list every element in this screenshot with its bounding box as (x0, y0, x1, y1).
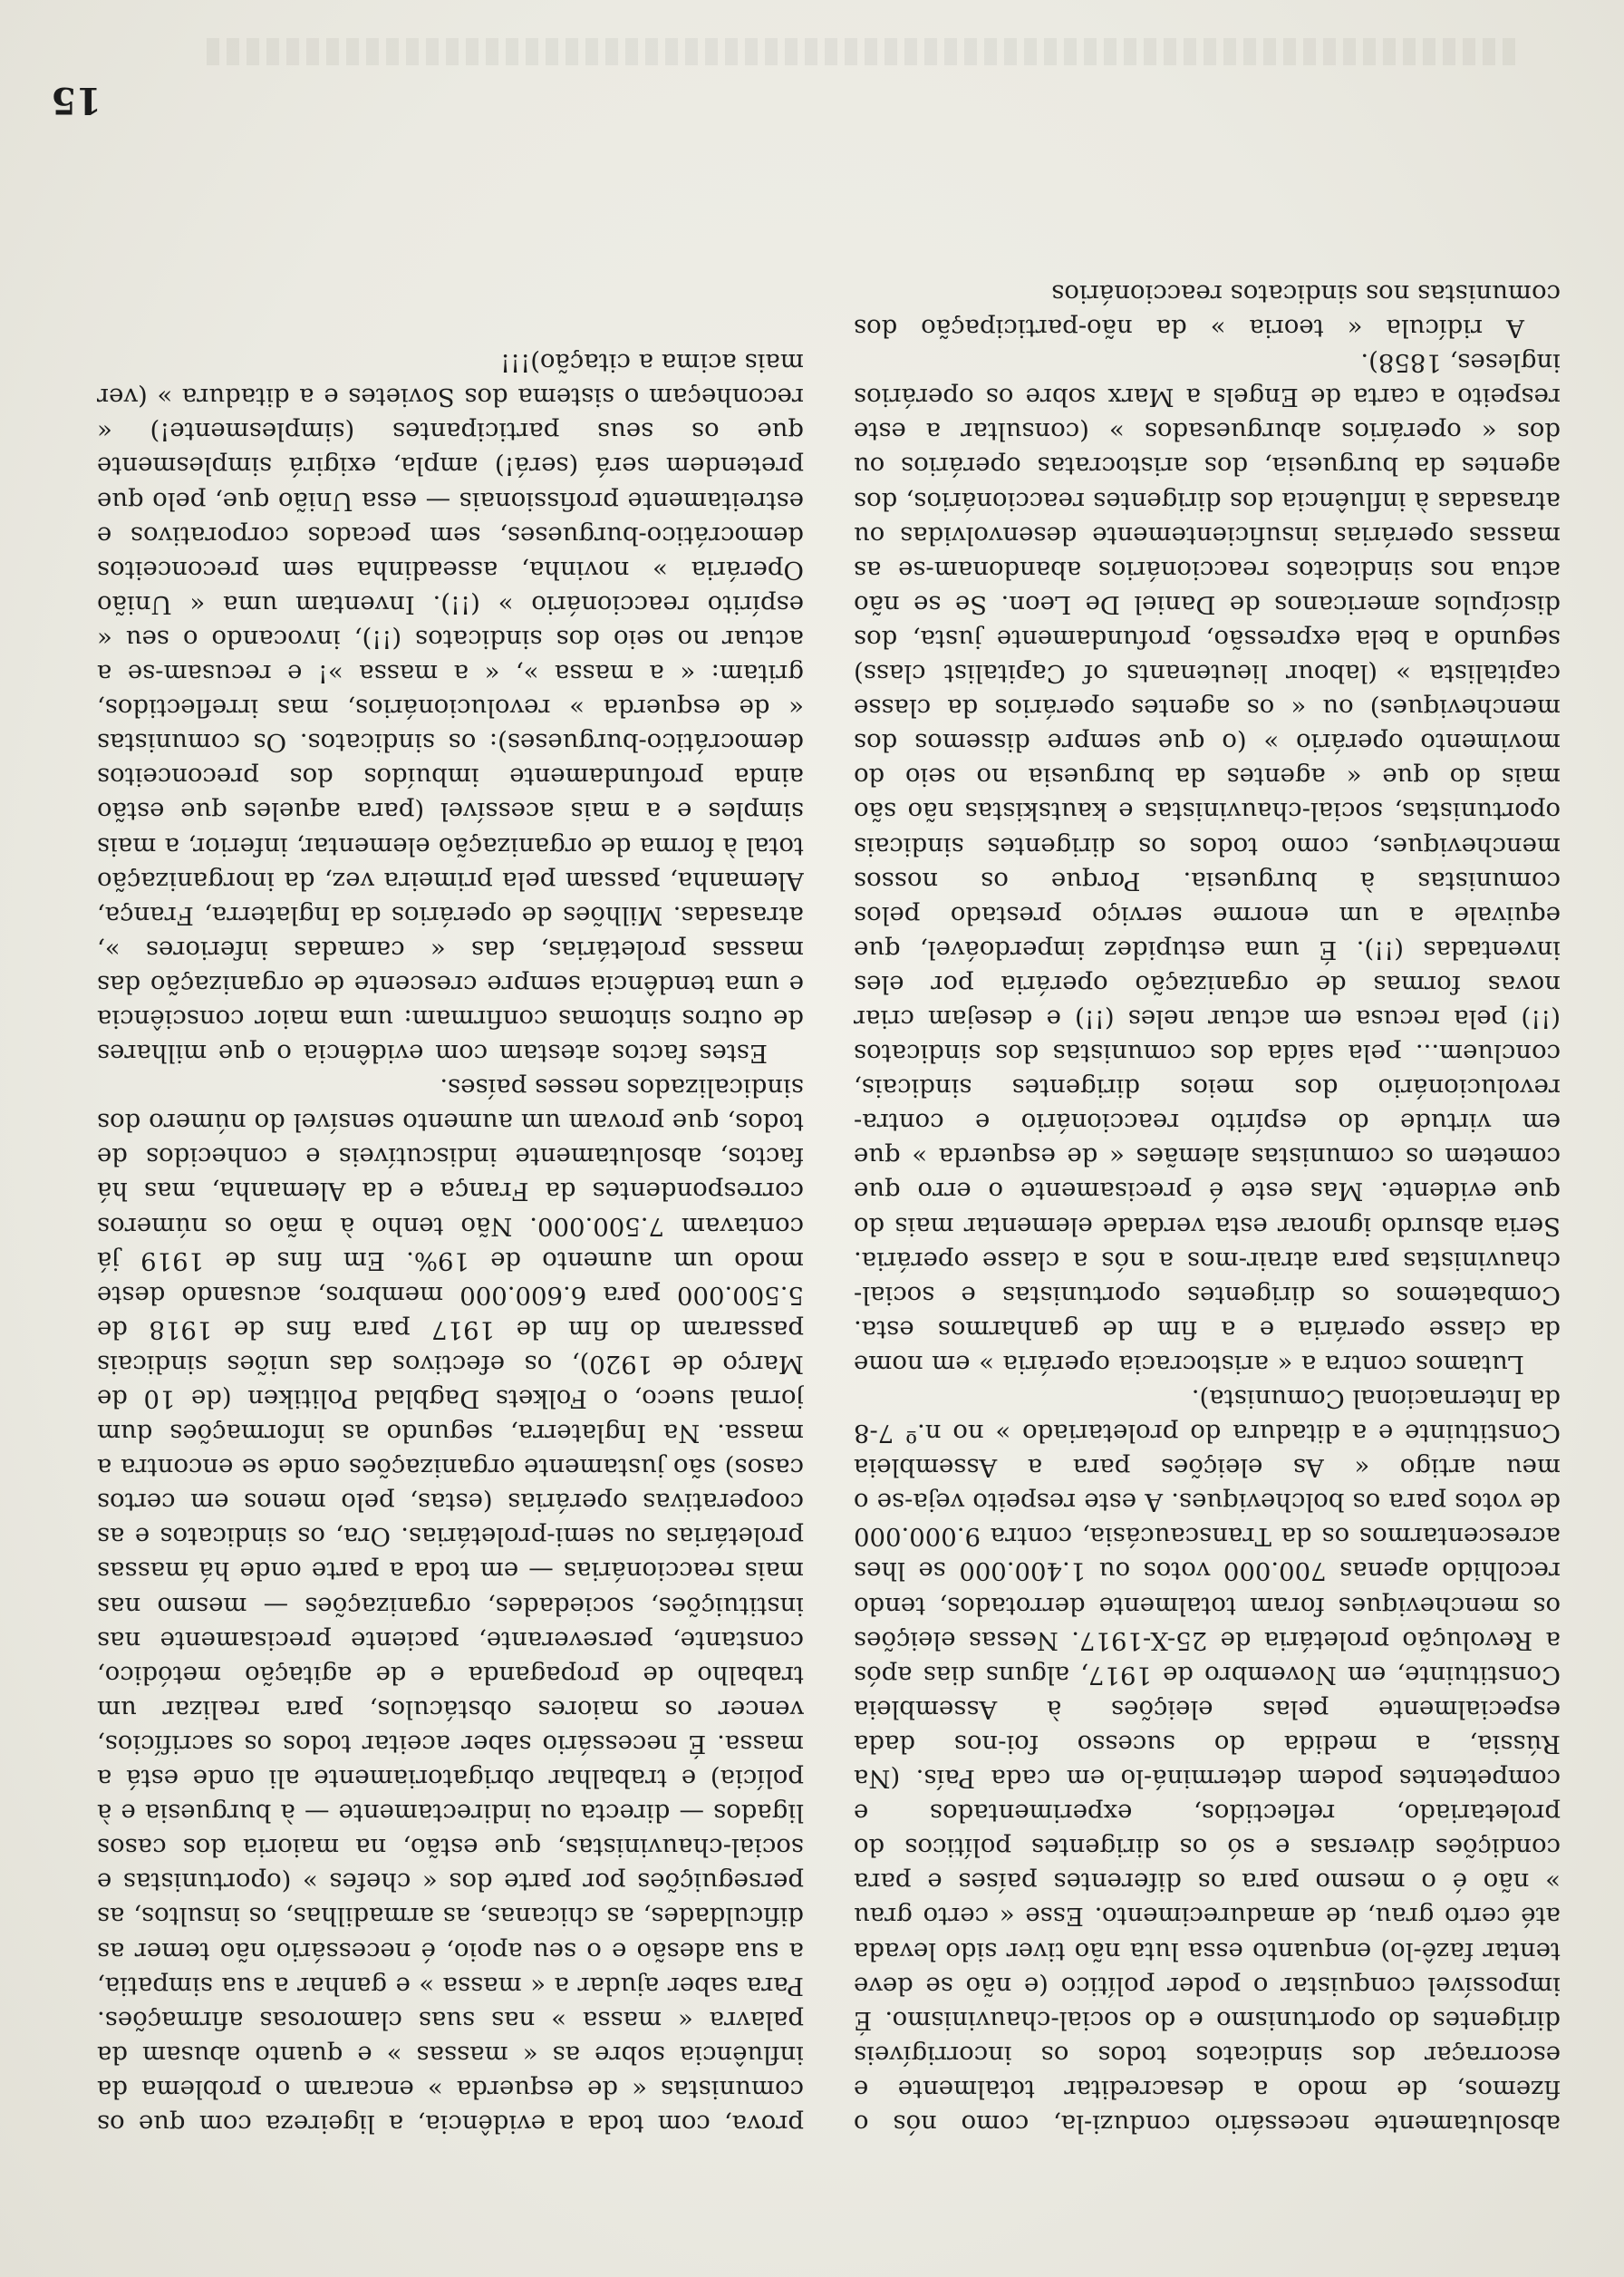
paragraph: Lutamos contra a « aristocracia operária » em nome da classe operária e a fim de ganharmos esta. Combatemos os dirigentes oportunistas e social-chauvinistas para atrair-mos a nós a classe operária. Seria absurdo ignorar esta verdade elementar mais do que evidente. Mas este é precisamente o erro que cometem os comunistas alemães « de esquerda » que em virtude do espírito reaccionário e contra-revolucionário dos meios dirigentes sindicais, concluem... pela saída dos comunistas dos sindicatos (!!) pela recusa em actuar neles (!!) e desejam criar novas formas de organização operária por eles inventadas (!!). É uma estupidez imperdoável, que equivale a um enorme serviço prestado pelos comunistas à burguesia. Porque os nossos mencheviques, como todos os dirigentes sindicais oportunistas, social-chauvinistas e kautskistas não são mais do que « agentes da burguesia no seio do movimento operário » (o que sempre dissemos dos mencheviques) ou « os agentes operários da classe capitalista » (labour lieutenants of Capitalist class) segundo a bela expressão, profundamente justa, dos discípulos americanos de Daniel De Leon. Se se não actua nos sindicatos reaccionários abandonam-se as massas operárias insuficientemente desenvolvidas ou atrasadas à influência dos dirigentes reaccionários, dos agentes da burguesia, dos aristocratas operários ou dos « operários aburguesados » (consultar a este respeito a carta de Engels a Marx sobre os operários ingleses, 1858). (854, 348, 1561, 1379)
page-number: 15 (51, 79, 102, 121)
text-column-right (97, 65, 804, 2141)
text-column-left (854, 65, 1561, 2141)
bleed-through-artifact (201, 38, 1515, 65)
section-heading-paragraph: A ridícula « teoria » da não-participação dos comunistas nos sindicatos reaccionários (854, 279, 1561, 344)
paragraph: prova, com toda a evidência, a ligeireza com que os comunistas « de esquerda » encaram o problema da influência sobre as « massas » e quanto abusam da palavra « massa » nas suas clamorosas afirmações. Para saber ajudar a « massa » e ganhar a sua simpatia, a sua adesão e o seu apoio, é necessário não temer as dificuldades, as chicanas, as armadilhas, os insultos, as perseguições por parte dos « chefes » (oportunistas e social-chauvinistas, que estão, na maioria dos casos ligados — directa ou indirectamente — à burguesia e à polícia) e trabalhar obrigatoriamente ali onde está a massa. É necessário saber aceitar todos os sacrifícios, vencer os maiores obstáculos, para realizar um trabalho de propaganda e de agitação metódico, constante, perseverante, paciente precisamente nas instituições, sociedades, organizações — mesmo nas mais reaccionárias — em toda a parte onde há massas proletárias ou semi-proletárias. Ora, os sindicatos e as cooperativas operárias (estas, pelo menos em certos casos) são justamente organizações onde se encontra a massa. Na Inglaterra, segundo as informações dum jornal sueco, o Folkets Dagblad Politiken (de 10 de Março de 1920), os efectivos das uniões sindicais passaram do fim de 1917 para fins de 1918 de 5.500.000 para 6.600.000 membros, acusando deste modo um aumento de 19%. Em fins de 1919 já contavam 7.500.000. Não tenho à mão os números correspondentes da França e da Alemanha, mas há factos, absolutamente indiscutíveis e conhecidos de todos, que provam um aumento sensível do número dos sindicalizados nesses países. (97, 1073, 804, 2138)
paragraph: absolutamente necessário conduzi-la, como nós o fizemos, de modo a desacreditar totalmente e escorraçar dos sindicatos todos os incorrigíveis dirigentes do oportunismo e do social-chauvinismo. É impossível conquistar o poder político (e não se deve tentar fazê-lo) enquanto essa luta não tiver sido levada até certo grau, de amadurecimento. Esse « certo grau » não é o mesmo para os diferentes países e para condições diversas e só os dirigentes políticos do proletariado, reflectidos, experimentados e competentes podem determiná-lo em cada País. (Na Rússia, a medida do sucesso foi-nos dada especialmente pelas eleições à Assembleia Constituinte, em Novembro de 1917, alguns dias após a Revolução proletária de 25-X-1917. Nessas eleições os mencheviques foram totalmente derrotados, tendo recolhido apenas 700.000 votos ou 1.400.000 se lhes acrescentarmos os da Transcaucásia, contra 9.000.000 de votos para os bolcheviques. A este respeito veja-se o meu artigo « As eleições para a Assembleia Constituinte e a ditadura do proletariado » no n.º 7-8 da Internacional Comunista). (854, 1384, 1561, 2138)
paragraph: Estes factos atestam com evidência o que milhares de outros sintomas confirmam: uma maior consciência e uma tendência sempre crescente de organização das massas proletárias, das « camadas inferiores », atrasadas. Milhões de operários da Inglaterra, França, Alemanha, passam pela primeira vez, da inorganização total à forma de organização elementar, inferior, a mais simples e a mais acessível (para aqueles que estão ainda profundamente imbuídos dos preconceitos democrático-burgueses): os sindicatos. Os comunistas « de esquerda » revolucionários, mas irreflectidos, gritam: « a massa », « a massa »! e recusam-se a actuar no seio dos sindicatos (!!), invocando o seu « espírito reaccionário » (!!). Inventam uma « União Operária » novinha, asseadinha sem preconceitos democrático-burgueses, sem pecados corporativos e estreitamente profissionais — essa União que, pelo que pretendem será (será!) ampla, exigirá simplesmente que os seus participantes (simplesmente!) « reconheçam o sistema dos Sovietes e a ditadura » (ver mais acima a citação)!!! (97, 348, 804, 1069)
